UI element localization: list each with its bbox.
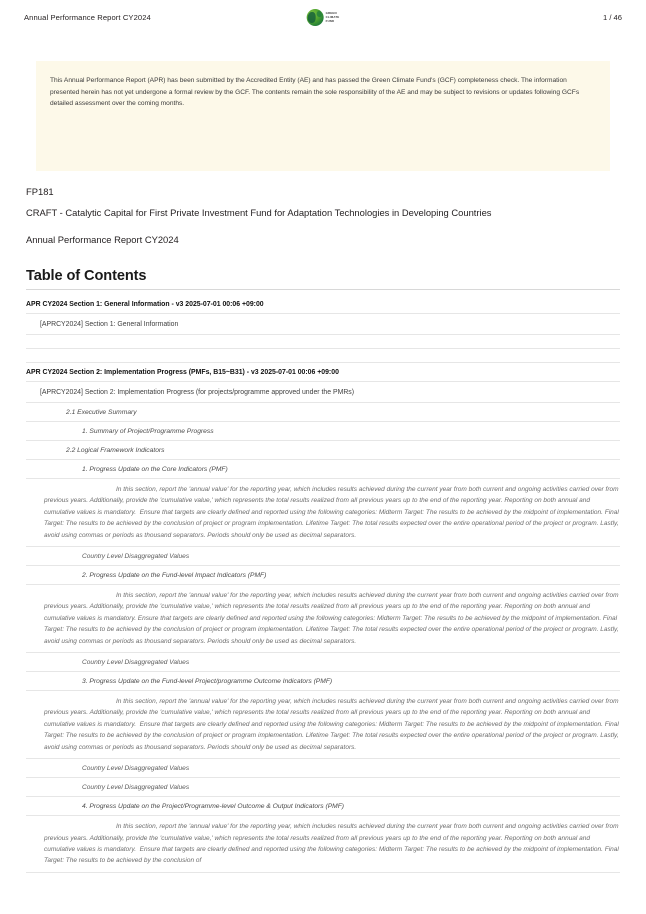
toc-entry-label: Country Level Disaggregated Values [82,765,190,773]
toc-entry[interactable] [26,460,620,479]
toc-entry-label: 2.1 Executive Summary [66,409,137,416]
toc-heading-divider [26,289,620,290]
toc-entry-label: 2. Progress Update on the Fund-level Impact Indicators (PMF) [82,572,267,580]
toc-separator-label [26,335,620,348]
toc-entry-label: APR CY2024 Section 2: Implementation Progress (PMFs, B15~B31) - v3 2025-07-01 00:06 +09:00 [26,369,339,376]
toc-entry-label: 3. Progress Update on the Fund-level Project/programme Outcome Indicators (PMF) [82,678,333,686]
report-name: Annual Performance Report CY2024 [26,234,179,245]
toc-entry-label: 4. Progress Update on the Project/Programme-level Outcome & Output Indicators (PMF) [82,803,345,811]
toc-separator-label: In this section, report the 'annual value' for the reporting year, which includes results achieved during the current year from both current and ongoing activities carried over from previous years. Additionally, provide the 'cumulative value,' which represents the total results realized from all previous years up to the end of the reporting year. Reporting on both annual and cumulative values is mandatory. Ensure that targets are clearly defined and reported using the following categories: Midterm Target: The results to be achieved by the midpoint of implementation. Final Target: The results to be achieved by the conclusion of project or program implementation. Lifetime Target: The total results expected over the entire operational period of the project or program. Lastly, avoid using commas or periods as thousand separators. Periods should only be used as decimal separators. [44,592,619,645]
toc-separator-row [26,816,620,873]
logo-wordmark [326,11,340,23]
project-code: FP181 [26,186,54,197]
page-number-indicator: 1 / 46 [603,12,622,22]
toc-entry-label: 1. Summary of Project/Programme Progress [82,428,214,435]
toc-heading-block [26,268,620,290]
toc-separator-label: In this section, report the 'annual value' for the reporting year, which includes results achieved during the current year from both current and ongoing activities carried over from previous years. Additionally, provide the 'cumulative value,' which represents the total results realized from all previous years up to the end of the reporting year. Reporting on both annual and cumulative values is mandatory. Ensure that targets are clearly defined and reported using the following categories: Midterm Target: The results to be achieved by the midpoint of implementation. Final Target: The results to be achieved by the conclusion of project or program implementation. Lifetime Target: The total results expected over the entire operational period of the project or program. Lastly, avoid using commas or periods as thousand separators. Periods should only be used as decimal separators. [44,698,619,751]
toc-entry[interactable] [26,797,620,816]
toc-entry[interactable] [26,759,620,778]
toc-entry-label: Country Level Disaggregated Values [82,784,190,792]
notice-text: This Annual Performance Report (APR) has been submitted by the Accredited Entity (AE) and has passed the Green Climate Fund's (GCF) completeness check. The information presented herein has not yet undergone a formal review by the GCF. The contents remain the sole responsibility of the AE and may be subject to revisions or updates following GCFs detailed assessment over the coming months. [50,77,580,108]
globe-icon [307,9,324,26]
toc-entry[interactable] [26,566,620,585]
toc-entry[interactable] [26,422,620,441]
logo-line-3: FUND [325,18,335,23]
toc-entry[interactable] [26,314,620,335]
toc-separator-row [26,349,620,363]
logo-line-2: CLIMATE [325,14,340,19]
header-report-title: Annual Performance Report CY2024 [24,12,151,22]
toc-entry-label: Country Level Disaggregated Values [82,659,190,667]
toc-entry[interactable] [26,778,620,797]
page-header [0,0,646,34]
toc-separator-label: In this section, report the 'annual value' for the reporting year, which includes results achieved during the current year from both current and ongoing activities carried over from previous years. Additionally, provide the 'cumulative value,' which represents the total results realized from all previous years up to the end of the reporting year. Reporting on both annual and cumulative values is mandatory. Ensure that targets are clearly defined and reported using the following categories: Midterm Target: The results to be achieved by the midpoint of implementation. Final Target: The results to be achieved by the conclusion of [44,823,619,865]
toc-entry-label: [APRCY2024] Section 2: Implementation Progress (for projects/programme approved under the PMRs) [40,389,355,396]
toc-entry[interactable] [26,672,620,691]
toc-entry[interactable] [26,382,620,403]
toc-entry[interactable] [26,403,620,422]
toc-entry-label: [APRCY2024] Section 1: General Information [40,321,179,328]
completeness-notice-banner [36,61,610,171]
toc-separator-label: In this section, report the 'annual value' for the reporting year, which includes results achieved during the current year from both current and ongoing activities carried over from previous years. Additionally, provide the 'cumulative value,' which represents the total results realized from all previous years up to the end of the reporting year. Reporting on both annual and cumulative values is mandatory. Ensure that targets are clearly defined and reported using the following categories: Midterm Target: The results to be achieved by the midpoint of implementation. Final Target: The results to be achieved by the conclusion of project or program implementation. Lifetime Target: The total results expected over the entire operational period of the project or program. Lastly, avoid using commas or periods as thousand separators. Periods should only be used as decimal separators. [44,486,619,539]
table-of-contents [26,295,620,873]
toc-entry[interactable] [26,363,620,382]
logo-line-1: GREEN [325,10,337,15]
toc-separator-row [26,585,620,653]
toc-entry[interactable] [26,653,620,672]
toc-entry-label: 1. Progress Update on the Core Indicators (PMF) [82,466,228,473]
document-title-block [26,181,616,250]
toc-entry[interactable] [26,295,620,314]
toc-entry-label: Country Level Disaggregated Values [82,553,190,561]
toc-separator-row [26,335,620,349]
toc-separator-label [26,349,620,362]
toc-entry[interactable] [26,441,620,460]
page-title: Table of Contents [26,268,147,284]
toc-entry-label: APR CY2024 Section 1: General Information - v3 2025-07-01 00:06 +09:00 [26,301,264,308]
toc-entry[interactable] [26,547,620,566]
project-title: CRAFT - Catalytic Capital for First Private Investment Fund for Adaptation Technologies in Developing Countries [26,207,492,218]
green-climate-fund-logo [307,9,340,26]
toc-separator-row [26,691,620,759]
toc-separator-row [26,479,620,547]
toc-entry-label: 2.2 Logical Framework Indicators [66,447,165,454]
